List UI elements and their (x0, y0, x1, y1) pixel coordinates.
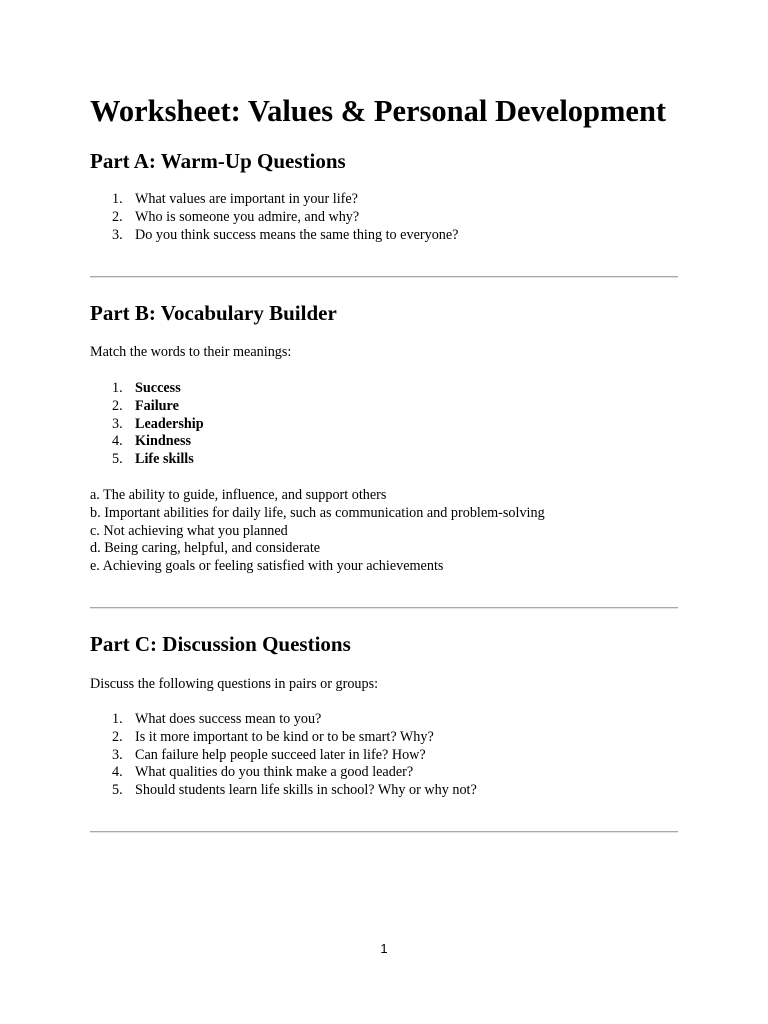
section-divider (90, 607, 678, 609)
list-item: 4. What qualities do you think make a good leader? (112, 764, 414, 781)
definition-item: a. The ability to guide, influence, and support others (90, 487, 387, 503)
part-c-heading: Part C: Discussion Questions (90, 632, 351, 656)
page-number: 1 (380, 941, 388, 956)
definition-item: c. Not achieving what you planned (90, 522, 288, 539)
definition-item: d. Being caring, helpful, and considerate (90, 540, 321, 557)
definition-list (90, 487, 545, 576)
list-item: 1. Success (112, 380, 181, 396)
list-item: 2. Failure (112, 397, 179, 414)
list-item: 5. Life skills (112, 451, 194, 468)
vocabulary-word-list (90, 380, 204, 469)
list-item: 5. Should students learn life skills in school? Why or why not? (112, 782, 477, 799)
part-c-instruction: Discuss the following questions in pairs or groups: (90, 676, 379, 692)
definition-item: e. Achieving goals or feeling satisfied with your achievements (90, 558, 444, 575)
list-item: 3. Can failure help people succeed later in life? How? (112, 746, 426, 763)
section-divider (90, 276, 678, 278)
definition-item: b. Important abilities for daily life, such as communication and problem-solving (90, 504, 545, 521)
list-item: 3. Do you think success means the same thing to everyone? (112, 226, 459, 243)
list-item: 2. Who is someone you admire, and why? (112, 208, 360, 225)
list-item: 1. What does success mean to you? (112, 711, 322, 727)
part-a-question-list (90, 191, 458, 244)
list-item: 4. Kindness (112, 433, 191, 450)
part-a-heading: Part A: Warm-Up Questions (90, 149, 346, 173)
part-b-heading: Part B: Vocabulary Builder (90, 301, 337, 325)
list-item: 2. Is it more important to be kind or to be smart? Why? (112, 728, 434, 745)
part-c-question-list (90, 711, 477, 800)
part-b-instruction: Match the words to their meanings: (90, 344, 292, 360)
list-item: 3. Leadership (112, 415, 204, 432)
document-title: Worksheet: Values & Personal Development (90, 94, 667, 128)
section-divider (90, 831, 678, 833)
list-item: 1. What values are important in your life? (112, 191, 358, 207)
